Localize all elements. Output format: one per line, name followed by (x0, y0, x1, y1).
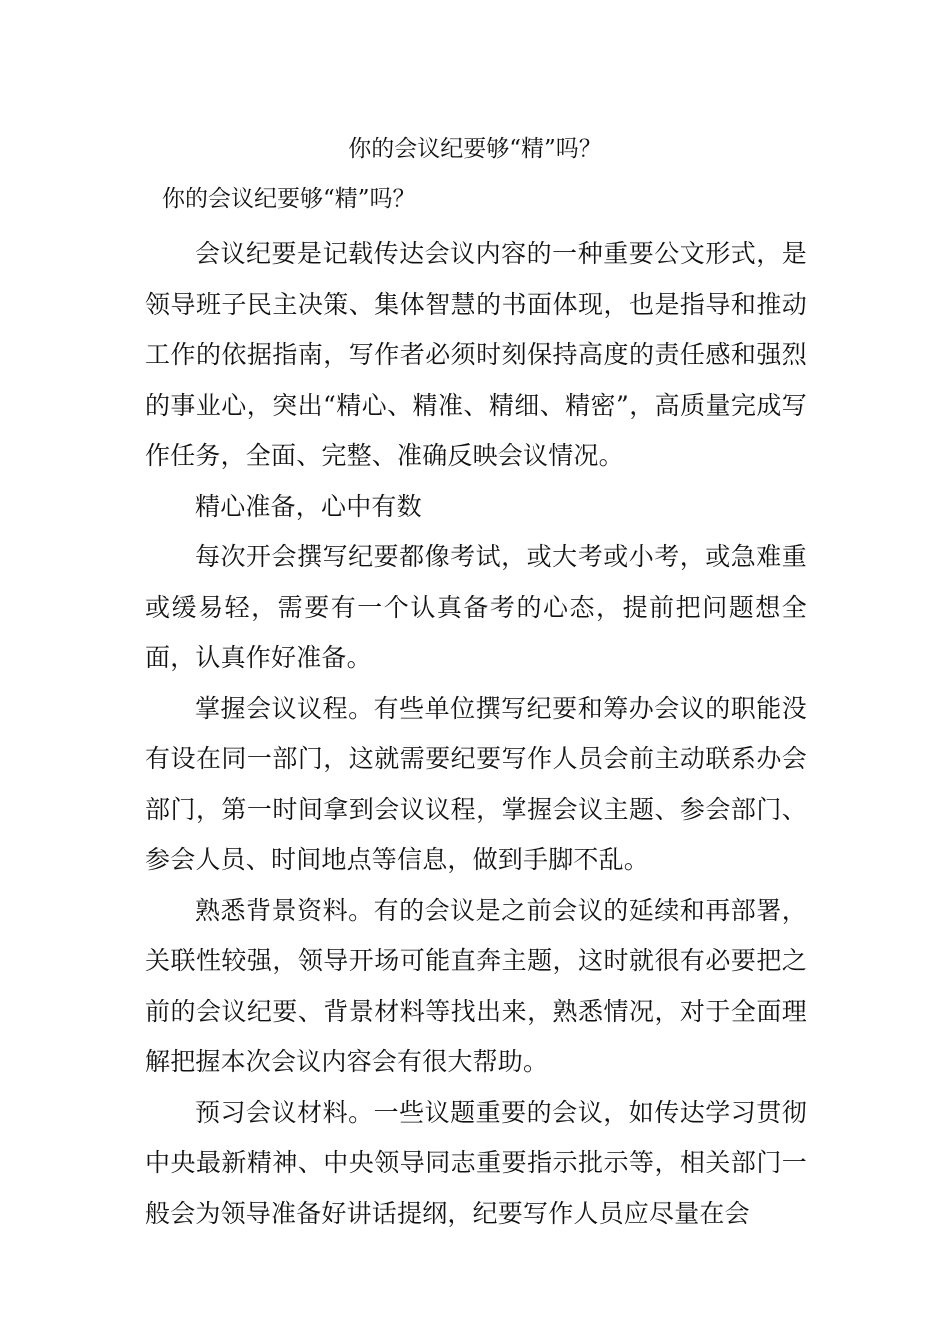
intro-paragraph: 会议纪要是记载传达会议内容的一种重要公文形式，是领导班子民主决策、集体智慧的书面体现，也是指导和推动工作的依据指南，写作者必须时刻保持高度的责任感和强烈的事业心，突出“精心、精准、精细、精密”，高质量完成写作任务，全面、完整、准确反映会议情况。 (145, 239, 807, 470)
section-heading: 精心准备，心中有数 (195, 491, 422, 521)
body-paragraph: 预习会议材料。一些议题重要的会议，如传达学习贯彻中央最新精神、中央领导同志重要指示批示等，相关部门一般会为领导准备好讲话提纲，纪要写作人员应尽量在会 (145, 1097, 807, 1228)
document-subtitle: 你的会议纪要够“精”吗？ (162, 186, 416, 212)
body-paragraph: 熟悉背景资料。有的会议是之前会议的延续和再部署，关联性较强，领导开场可能直奔主题，这时就很有必要把之前的会议纪要、背景材料等找出来，熟悉情况，对于全面理解把握本次会议内容会有很大帮助。 (145, 895, 807, 1076)
document-body (145, 229, 807, 1239)
document-title: 你的会议纪要够“精”吗？ (348, 136, 602, 162)
body-paragraph: 每次开会撰写纪要都像考试，或大考或小考，或急难重或缓易轻，需要有一个认真备考的心态，提前把问题想全面，认真作好准备。 (145, 542, 807, 672)
body-paragraph: 掌握会议议程。有些单位撰写纪要和筹办会议的职能没有设在同一部门，这就需要纪要写作人员会前主动联系办会部门，第一时间拿到会议议程，掌握会议主题、参会部门、参会人员、时间地点等信息，做到手脚不乱。 (145, 693, 807, 874)
